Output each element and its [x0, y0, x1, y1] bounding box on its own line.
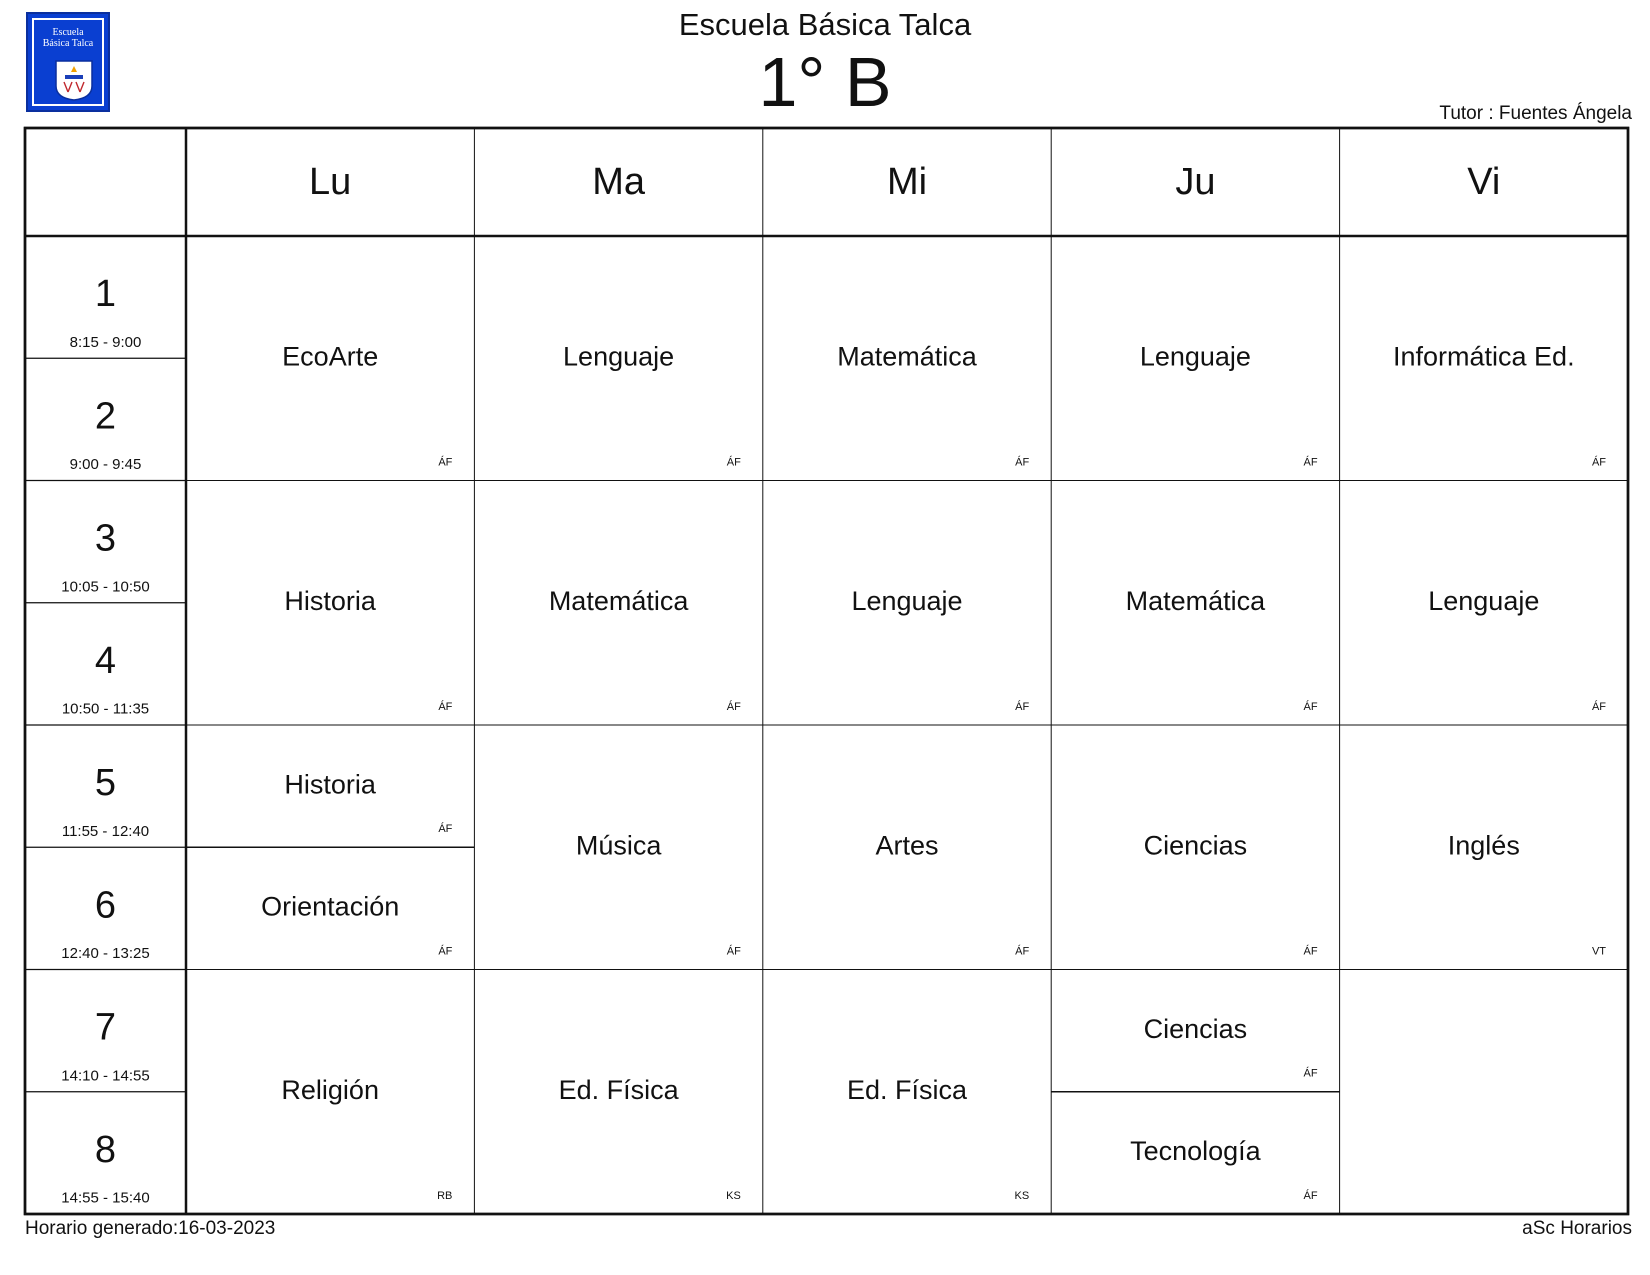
period-time: 14:10 - 14:55: [61, 1067, 150, 1085]
period-time: 11:55 - 12:40: [61, 822, 150, 840]
lesson-teacher: ÁF: [1591, 456, 1606, 469]
lesson-subject: Informática Ed.: [1393, 341, 1575, 372]
period-number: 7: [94, 1006, 117, 1049]
lesson-subject: Matemática: [837, 341, 977, 372]
lesson-subject: Lenguaje: [851, 585, 963, 616]
period-number: 5: [94, 762, 117, 805]
lesson-subject: Inglés: [1447, 830, 1520, 861]
lesson-subject: Ciencias: [1143, 1013, 1248, 1044]
period-number: 4: [94, 639, 117, 682]
period-time: 9:00 - 9:45: [69, 456, 142, 474]
period-number: 8: [94, 1128, 117, 1171]
lesson-subject: Matemática: [1125, 585, 1266, 616]
period-time: 10:50 - 11:35: [61, 700, 150, 718]
logo-text-line2: Básica Talca: [42, 38, 94, 49]
timetable-frame: [25, 128, 1628, 1214]
lesson-subject: Religión: [281, 1074, 379, 1105]
lesson-teacher: ÁF: [438, 700, 453, 713]
class-name: 1° B: [758, 43, 892, 121]
day-header: Vi: [1467, 161, 1501, 204]
lesson-subject: Orientación: [261, 891, 400, 922]
period-number: 3: [94, 517, 117, 560]
corner-cell: [27, 130, 185, 235]
lesson-subject: EcoArte: [282, 341, 379, 372]
lesson-teacher: ÁF: [438, 945, 453, 958]
lesson-teacher: ÁF: [438, 456, 453, 469]
period-time: 10:05 - 10:50: [61, 578, 150, 596]
lesson-teacher: ÁF: [1015, 945, 1030, 958]
lesson-subject: Historia: [284, 585, 376, 616]
lesson-teacher: RB: [437, 1189, 453, 1202]
period-time: 14:55 - 15:40: [61, 1189, 150, 1207]
lesson-subject: Ed. Física: [846, 1074, 968, 1105]
lesson-subject: Lenguaje: [1428, 585, 1540, 616]
logo-text-line1: Escuela: [52, 27, 84, 38]
lesson-subject: Música: [575, 830, 662, 861]
lesson-teacher: ÁF: [1303, 700, 1318, 713]
lesson-teacher: ÁF: [438, 823, 453, 836]
lesson-teacher: ÁF: [1303, 945, 1318, 958]
day-header: Mi: [886, 161, 928, 204]
lesson-subject: Lenguaje: [563, 341, 675, 372]
period-time: 8:15 - 9:00: [69, 333, 142, 351]
lesson-teacher: KS: [1014, 1189, 1030, 1202]
lesson-teacher: KS: [726, 1189, 741, 1202]
lesson-teacher: ÁF: [726, 945, 741, 958]
lesson-teacher: ÁF: [1303, 1067, 1318, 1080]
period-number: 2: [94, 395, 117, 438]
lesson-teacher: ÁF: [726, 456, 741, 469]
lesson-teacher: VT: [1591, 945, 1606, 958]
lesson-subject: Matemática: [548, 585, 689, 616]
period-number: 6: [94, 884, 117, 927]
lesson-teacher: ÁF: [1303, 456, 1318, 469]
lesson-teacher: ÁF: [726, 700, 741, 713]
lesson-subject: Ciencias: [1143, 830, 1248, 861]
tutor-label: Tutor : Fuentes Ángela: [1439, 103, 1632, 124]
lesson-subject: Lenguaje: [1139, 341, 1251, 372]
lesson-subject: Historia: [284, 769, 376, 800]
lesson-teacher: ÁF: [1303, 1189, 1318, 1202]
generated-date: Horario generado:16-03-2023: [25, 1218, 276, 1239]
lesson-subject: Ed. Física: [558, 1074, 679, 1105]
day-header: Ju: [1175, 161, 1216, 204]
lesson-teacher: ÁF: [1015, 700, 1030, 713]
school-name: Escuela Básica Talca: [678, 7, 972, 42]
lesson-subject: Tecnología: [1130, 1136, 1261, 1166]
period-number: 1: [94, 273, 117, 316]
period-time: 12:40 - 13:25: [61, 945, 150, 963]
lesson-teacher: ÁF: [1015, 456, 1030, 469]
day-header: Lu: [309, 161, 352, 204]
software-credit: aSc Horarios: [1522, 1218, 1632, 1239]
day-header: Ma: [592, 161, 645, 204]
lesson-teacher: ÁF: [1591, 700, 1606, 713]
lesson-subject: Artes: [875, 830, 939, 861]
